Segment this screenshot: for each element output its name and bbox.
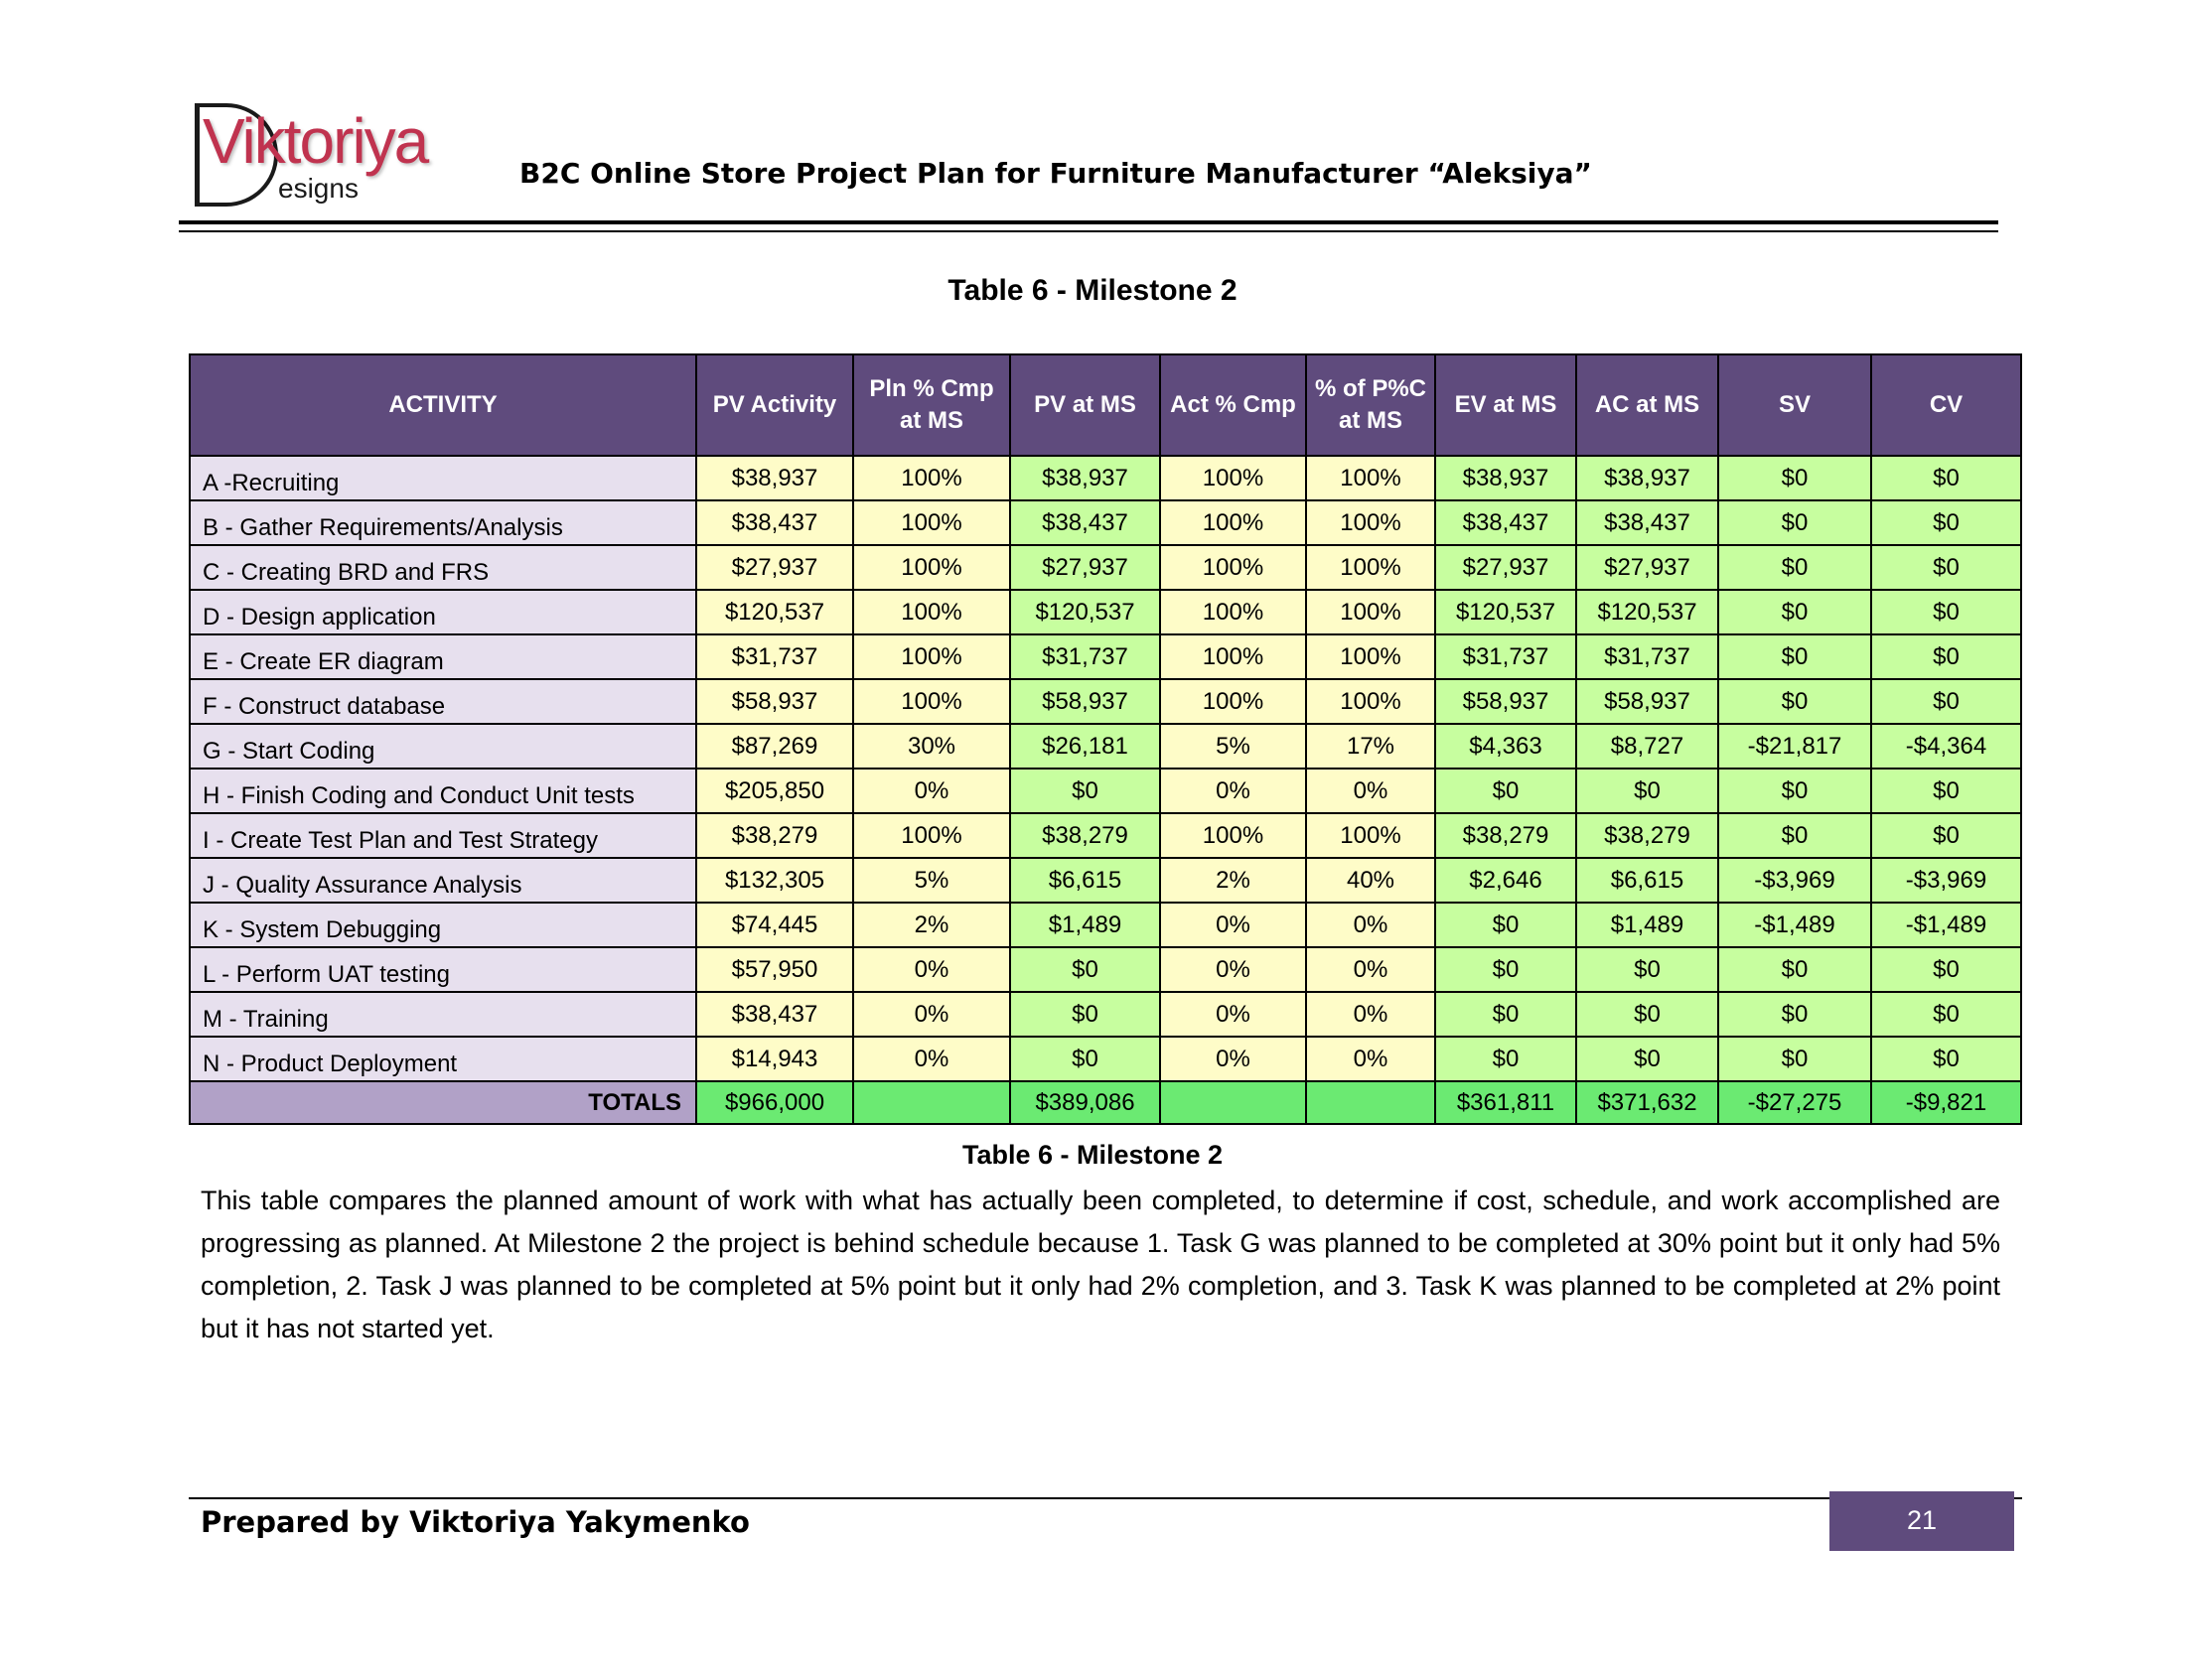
activity-cell: J - Quality Assurance Analysis: [190, 858, 696, 903]
value-cell: $0: [1435, 947, 1576, 992]
value-cell: 5%: [1160, 724, 1306, 769]
value-cell: $57,950: [696, 947, 853, 992]
header-divider: [179, 220, 1998, 224]
value-cell: 100%: [1160, 456, 1306, 500]
value-cell: $0: [1718, 947, 1871, 992]
value-cell: $58,937: [1435, 679, 1576, 724]
table-header-row: [190, 354, 2021, 456]
value-cell: $0: [1435, 992, 1576, 1037]
value-cell: $1,489: [1576, 903, 1718, 947]
value-cell: $26,181: [1010, 724, 1160, 769]
value-cell: $120,537: [1435, 590, 1576, 634]
value-cell: 0%: [1306, 1037, 1435, 1081]
totals-cell: -$27,275: [1718, 1081, 1871, 1124]
value-cell: 0%: [853, 769, 1010, 813]
value-cell: $0: [1871, 813, 2021, 858]
table-row: [190, 992, 2021, 1037]
value-cell: $0: [1718, 634, 1871, 679]
value-cell: $0: [1871, 992, 2021, 1037]
value-cell: $0: [1010, 769, 1160, 813]
table-row: [190, 903, 2021, 947]
value-cell: 100%: [1160, 545, 1306, 590]
activity-cell: F - Construct database: [190, 679, 696, 724]
document-title: B2C Online Store Project Plan for Furniture Manufacturer “Aleksiya”: [519, 157, 1592, 190]
value-cell: $31,737: [1435, 634, 1576, 679]
table-row: [190, 813, 2021, 858]
value-cell: $0: [1871, 545, 2021, 590]
totals-cell: $966,000: [696, 1081, 853, 1124]
table-title: Table 6 - Milestone 2: [947, 274, 1238, 307]
value-cell: $0: [1010, 992, 1160, 1037]
value-cell: $0: [1718, 545, 1871, 590]
value-cell: 40%: [1306, 858, 1435, 903]
column-header: Pln % Cmp at MS: [853, 354, 1010, 456]
logo-main-text: Viktoriya: [203, 105, 428, 177]
value-cell: 0%: [1160, 769, 1306, 813]
description-paragraph: This table compares the planned amount of work with what has actually been completed, to determine if cost, schedule, and work accomplished are progressing as planned. At Milestone 2 the project is behind schedule because 1. Task G was planned to be completed at 30% point but it only had 5% completion, 2. Task J was planned to be completed at 5% point but it only had 2% completion, and 3. Task K was planned to be completed at 2% point but it has not started yet.: [201, 1186, 2000, 1343]
value-cell: $8,727: [1576, 724, 1718, 769]
footer-divider: [189, 1497, 2022, 1499]
value-cell: $0: [1718, 992, 1871, 1037]
value-cell: $38,937: [1435, 456, 1576, 500]
column-header: CV: [1871, 354, 2021, 456]
activity-cell: N - Product Deployment: [190, 1037, 696, 1081]
value-cell: $38,437: [696, 992, 853, 1037]
value-cell: $120,537: [696, 590, 853, 634]
value-cell: 100%: [853, 679, 1010, 724]
value-cell: 100%: [1160, 813, 1306, 858]
totals-cell: -$9,821: [1871, 1081, 2021, 1124]
value-cell: $0: [1718, 813, 1871, 858]
activity-cell: G - Start Coding: [190, 724, 696, 769]
value-cell: $74,445: [696, 903, 853, 947]
value-cell: $6,615: [1576, 858, 1718, 903]
value-cell: 100%: [1306, 634, 1435, 679]
activity-cell: K - System Debugging: [190, 903, 696, 947]
value-cell: 0%: [1160, 947, 1306, 992]
value-cell: $27,937: [696, 545, 853, 590]
table-row: [190, 724, 2021, 769]
activity-cell: I - Create Test Plan and Test Strategy: [190, 813, 696, 858]
value-cell: $38,437: [1010, 500, 1160, 545]
value-cell: 0%: [1160, 903, 1306, 947]
value-cell: $0: [1871, 769, 2021, 813]
table-row: [190, 500, 2021, 545]
value-cell: $205,850: [696, 769, 853, 813]
value-cell: $38,279: [1435, 813, 1576, 858]
column-header: PV Activity: [696, 354, 853, 456]
value-cell: $0: [1718, 456, 1871, 500]
value-cell: 100%: [1306, 813, 1435, 858]
value-cell: $0: [1435, 903, 1576, 947]
value-cell: $58,937: [1576, 679, 1718, 724]
value-cell: 100%: [853, 634, 1010, 679]
value-cell: $0: [1718, 679, 1871, 724]
value-cell: $38,437: [696, 500, 853, 545]
value-cell: 100%: [1160, 634, 1306, 679]
value-cell: 100%: [1160, 679, 1306, 724]
value-cell: $38,437: [1576, 500, 1718, 545]
value-cell: $38,937: [1576, 456, 1718, 500]
activity-cell: C - Creating BRD and FRS: [190, 545, 696, 590]
column-header: PV at MS: [1010, 354, 1160, 456]
table-row: [190, 545, 2021, 590]
totals-cell: $361,811: [1435, 1081, 1576, 1124]
value-cell: $38,937: [1010, 456, 1160, 500]
value-cell: $0: [1871, 1037, 2021, 1081]
table-row: [190, 456, 2021, 500]
value-cell: -$1,489: [1718, 903, 1871, 947]
value-cell: $14,943: [696, 1037, 853, 1081]
value-cell: 2%: [1160, 858, 1306, 903]
value-cell: 0%: [853, 992, 1010, 1037]
value-cell: $0: [1576, 992, 1718, 1037]
value-cell: $38,437: [1435, 500, 1576, 545]
page-number: 21: [1829, 1491, 2014, 1551]
value-cell: 0%: [853, 1037, 1010, 1081]
value-cell: $27,937: [1435, 545, 1576, 590]
totals-cell: $389,086: [1010, 1081, 1160, 1124]
value-cell: 17%: [1306, 724, 1435, 769]
value-cell: $38,279: [1576, 813, 1718, 858]
activity-cell: L - Perform UAT testing: [190, 947, 696, 992]
value-cell: $120,537: [1010, 590, 1160, 634]
column-header: SV: [1718, 354, 1871, 456]
value-cell: 0%: [1306, 947, 1435, 992]
table-row: [190, 1037, 2021, 1081]
column-header: % of P%C at MS: [1306, 354, 1435, 456]
table-row: [190, 769, 2021, 813]
value-cell: 100%: [1306, 456, 1435, 500]
value-cell: -$4,364: [1871, 724, 2021, 769]
table-row: [190, 634, 2021, 679]
value-cell: 30%: [853, 724, 1010, 769]
value-cell: -$3,969: [1718, 858, 1871, 903]
totals-row: [190, 1081, 2021, 1124]
value-cell: $0: [1576, 769, 1718, 813]
value-cell: $120,537: [1576, 590, 1718, 634]
value-cell: $0: [1871, 500, 2021, 545]
value-cell: $0: [1871, 679, 2021, 724]
table-caption: Table 6 - Milestone 2: [961, 1140, 1224, 1170]
column-header: ACTIVITY: [190, 354, 696, 456]
column-header: Act % Cmp: [1160, 354, 1306, 456]
value-cell: $2,646: [1435, 858, 1576, 903]
totals-cell: [1306, 1081, 1435, 1124]
table-row: [190, 947, 2021, 992]
value-cell: $0: [1718, 1037, 1871, 1081]
value-cell: $31,737: [1576, 634, 1718, 679]
value-cell: $38,279: [1010, 813, 1160, 858]
value-cell: 100%: [853, 545, 1010, 590]
column-header: EV at MS: [1435, 354, 1576, 456]
value-cell: $31,737: [1010, 634, 1160, 679]
value-cell: $27,937: [1010, 545, 1160, 590]
value-cell: 100%: [1306, 679, 1435, 724]
totals-label: TOTALS: [190, 1081, 696, 1124]
table-row: [190, 590, 2021, 634]
value-cell: $31,737: [696, 634, 853, 679]
value-cell: $0: [1435, 1037, 1576, 1081]
value-cell: $87,269: [696, 724, 853, 769]
value-cell: $132,305: [696, 858, 853, 903]
column-header: AC at MS: [1576, 354, 1718, 456]
table-row: [190, 679, 2021, 724]
activity-cell: E - Create ER diagram: [190, 634, 696, 679]
value-cell: $38,937: [696, 456, 853, 500]
value-cell: 100%: [853, 813, 1010, 858]
value-cell: 100%: [1306, 545, 1435, 590]
logo-sub-text: esigns: [278, 173, 359, 204]
value-cell: $58,937: [1010, 679, 1160, 724]
value-cell: 5%: [853, 858, 1010, 903]
milestone-table: [189, 353, 2022, 1125]
value-cell: -$3,969: [1871, 858, 2021, 903]
value-cell: 100%: [853, 590, 1010, 634]
value-cell: 0%: [853, 947, 1010, 992]
value-cell: $0: [1718, 769, 1871, 813]
value-cell: -$21,817: [1718, 724, 1871, 769]
value-cell: 100%: [853, 500, 1010, 545]
value-cell: $0: [1871, 947, 2021, 992]
value-cell: $6,615: [1010, 858, 1160, 903]
value-cell: 100%: [1160, 500, 1306, 545]
value-cell: $0: [1718, 500, 1871, 545]
activity-cell: B - Gather Requirements/Analysis: [190, 500, 696, 545]
value-cell: $1,489: [1010, 903, 1160, 947]
value-cell: 100%: [1306, 590, 1435, 634]
value-cell: $27,937: [1576, 545, 1718, 590]
value-cell: -$1,489: [1871, 903, 2021, 947]
totals-cell: [853, 1081, 1010, 1124]
value-cell: 0%: [1306, 992, 1435, 1037]
value-cell: $0: [1718, 590, 1871, 634]
value-cell: $0: [1010, 1037, 1160, 1081]
value-cell: 100%: [1306, 500, 1435, 545]
value-cell: 0%: [1160, 992, 1306, 1037]
activity-cell: M - Training: [190, 992, 696, 1037]
value-cell: 100%: [853, 456, 1010, 500]
value-cell: 0%: [1306, 769, 1435, 813]
totals-cell: $371,632: [1576, 1081, 1718, 1124]
activity-cell: D - Design application: [190, 590, 696, 634]
value-cell: $0: [1871, 456, 2021, 500]
value-cell: $4,363: [1435, 724, 1576, 769]
value-cell: 0%: [1160, 1037, 1306, 1081]
value-cell: $0: [1010, 947, 1160, 992]
value-cell: $0: [1871, 590, 2021, 634]
header-divider-thin: [179, 230, 1998, 232]
activity-cell: A -Recruiting: [190, 456, 696, 500]
value-cell: 100%: [1160, 590, 1306, 634]
table-row: [190, 858, 2021, 903]
activity-cell: H - Finish Coding and Conduct Unit tests: [190, 769, 696, 813]
value-cell: $0: [1871, 634, 2021, 679]
value-cell: $58,937: [696, 679, 853, 724]
value-cell: $0: [1576, 947, 1718, 992]
value-cell: $0: [1435, 769, 1576, 813]
totals-cell: [1160, 1081, 1306, 1124]
value-cell: $38,279: [696, 813, 853, 858]
prepared-by: Prepared by Viktoriya Yakymenko: [201, 1505, 750, 1539]
value-cell: 0%: [1306, 903, 1435, 947]
value-cell: $0: [1576, 1037, 1718, 1081]
company-logo: [195, 103, 473, 214]
value-cell: 2%: [853, 903, 1010, 947]
